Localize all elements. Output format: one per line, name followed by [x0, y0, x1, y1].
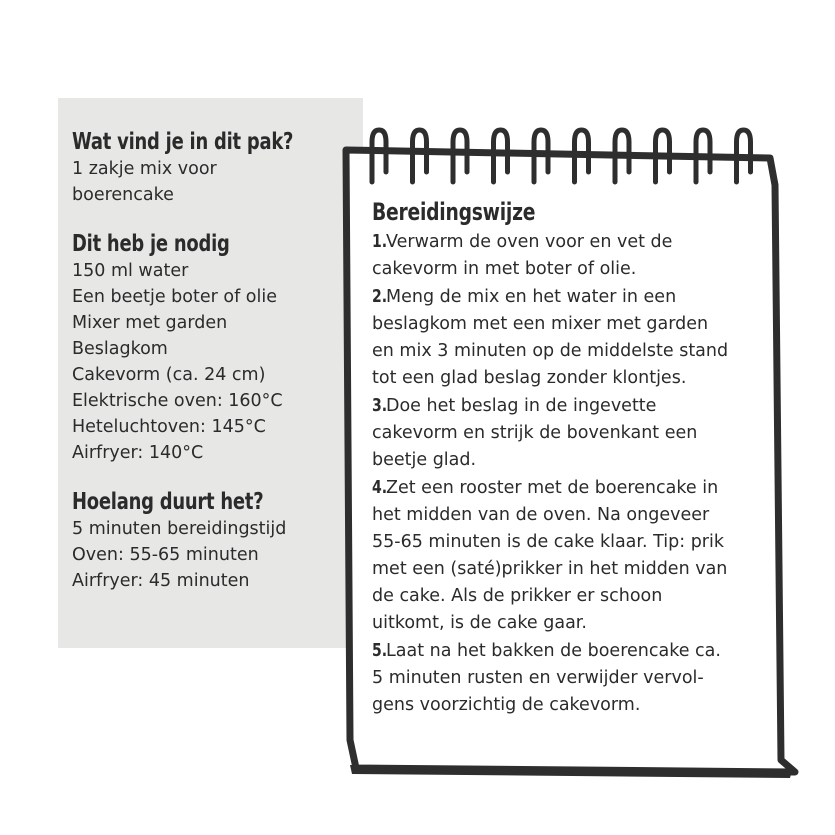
step-text: 55-65 minuten is de cake klaar. Tip: prik [372, 532, 724, 552]
section-heading: Hoelang duurt het? [72, 489, 264, 515]
step-text: Meng de mix en het water in een [386, 287, 677, 307]
steps-list [372, 228, 782, 719]
step-text: beetje glad. [372, 450, 477, 470]
step-line [372, 365, 782, 392]
info-line: boerencake [72, 185, 174, 205]
step-line [372, 637, 782, 665]
step-text: cakevorm in met boter of olie. [372, 259, 637, 279]
step-text: de cake. Als de prikker er schoon [372, 586, 663, 606]
step-text: en mix 3 minuten op de middelste stand [372, 341, 729, 361]
step-number: 3. [372, 395, 388, 416]
info-line: Elektrische oven: 160°C [72, 391, 283, 411]
info-line: Airfryer: 45 minuten [72, 571, 250, 591]
step-line [372, 610, 782, 637]
step-line [372, 502, 782, 529]
info-line: 1 zakje mix voor [72, 159, 217, 179]
step-line [372, 392, 782, 420]
step-text: cakevorm en strijk de bovenkant een [372, 423, 698, 443]
step-text: het midden van de oven. Na ongeveer [372, 505, 710, 525]
step-text: met een (saté)prikker in het midden van [372, 559, 728, 579]
step-line [372, 338, 782, 365]
step-line [372, 474, 782, 502]
info-line: Airfryer: 140°C [72, 443, 204, 463]
instructions [372, 198, 782, 719]
section-heading: Dit heb je nodig [72, 231, 230, 257]
step-text: Verwarm de oven voor en vet de [386, 232, 673, 252]
step-line [372, 283, 782, 311]
step-line [372, 420, 782, 447]
step-text: gens voorzichtig de cakevorm. [372, 695, 641, 715]
section-heading: Wat vind je in dit pak? [72, 129, 294, 155]
info-line: Beslagkom [72, 339, 168, 359]
info-line: Een beetje boter of olie [72, 287, 278, 307]
step-line [372, 256, 782, 283]
step-text: beslagkom met een mixer met garden [372, 314, 709, 334]
info-line: Mixer met garden [72, 313, 228, 333]
instructions-title: Bereidingswijze [372, 198, 536, 226]
info-line: Heteluchtoven: 145°C [72, 417, 266, 437]
step-line [372, 228, 782, 256]
step-text: uitkomt, is de cake gaar. [372, 613, 587, 633]
step-line [372, 556, 782, 583]
step-number: 1. [372, 231, 388, 252]
step-line [372, 529, 782, 556]
step-number: 4. [372, 477, 388, 498]
step-text: Laat na het bakken de boerencake ca. [386, 641, 721, 661]
info-line: Oven: 55-65 minuten [72, 545, 259, 565]
step-number: 2. [372, 286, 388, 307]
step-line [372, 583, 782, 610]
step-number: 5. [372, 640, 388, 661]
step-text: Zet een rooster met de boerencake in [386, 478, 719, 498]
info-line: 5 minuten bereidingstijd [72, 519, 287, 539]
step-text: 5 minuten rusten en verwijder vervol- [372, 668, 704, 688]
step-line [372, 447, 782, 474]
step-line [372, 665, 782, 692]
step-text: Doe het beslag in de ingevette [386, 396, 657, 416]
step-line [372, 692, 782, 719]
info-line: 150 ml water [72, 261, 189, 281]
info-line: Cakevorm (ca. 24 cm) [72, 365, 266, 385]
step-text: tot een glad beslag zonder klontjes. [372, 368, 687, 388]
step-line [372, 311, 782, 338]
